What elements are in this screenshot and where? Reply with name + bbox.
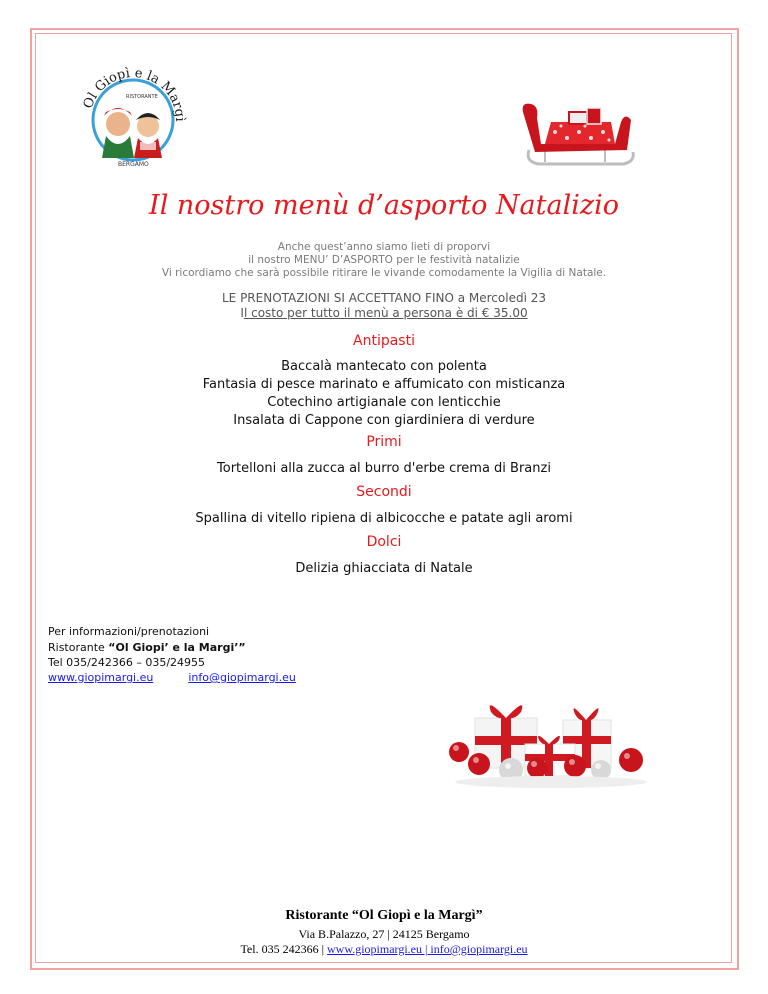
contact-phone: Tel 035/242366 – 035/24955 [48, 656, 206, 669]
contact-links [48, 671, 296, 684]
footer-tel: Tel. 035 242366 | [240, 942, 327, 956]
menu-price-text: l costo per tutto il menù a persona è di € 35.00 [243, 306, 528, 320]
footer-website-link[interactable]: www.giopimargi.eu [327, 942, 422, 956]
restaurant-logo [78, 62, 188, 172]
intro-line-2: il nostro MENU’ D’ASPORTO per le festività natalizie [248, 254, 520, 266]
contact-heading: Per informazioni/prenotazioni [48, 625, 210, 638]
footer-email-link[interactable]: info@giopimargi.eu [430, 942, 528, 956]
dish-item: Delizia ghiacciata di Natale [295, 561, 473, 576]
christmas-gifts-image [445, 690, 657, 790]
footer-restaurant-name: Ristorante “Ol Giopì e la Margì” [285, 908, 483, 923]
page-title: Il nostro menù d’asporto Natalizio [149, 190, 619, 221]
dish-item: Cotechino artigianale con lenticchie [267, 395, 501, 410]
footer-separator: | [422, 942, 431, 956]
dish-item: Tortelloni alla zucca al burro d'erbe crema di Branzi [217, 461, 551, 476]
intro-line-1: Anche quest’anno siamo lieti di proporvi [277, 241, 491, 253]
dish-item: Fantasia di pesce marinato e affumicato con misticanza [202, 377, 566, 392]
email-link[interactable]: info@giopimargi.eu [188, 671, 296, 684]
contact-restaurant [48, 641, 246, 654]
logo-arc-text: Ol Giopì e la Margì [80, 65, 188, 122]
booking-deadline: LE PRENOTAZIONI SI ACCETTANO FINO a Mercoledì 23 [221, 291, 547, 305]
section-title-antipasti: Antipasti [353, 333, 415, 349]
contact-restaurant-name: “Ol Giopi’ e la Margi’” [108, 641, 246, 654]
section-title-secondi: Secondi [356, 484, 412, 500]
section-title-primi: Primi [366, 434, 402, 450]
dish-item: Spallina di vitello ripiena di albicocche e patate agli aromi [195, 511, 573, 526]
logo-sub-text: RISTORANTE [126, 94, 158, 100]
footer-contact-line [0, 942, 768, 957]
logo-city-text: BERGAMO [118, 161, 149, 168]
section-title-dolci: Dolci [366, 534, 402, 550]
intro-line-3: Vi ricordiamo che sarà possibile ritirare le vivande comodamente la Vigilia di Natale. [161, 267, 607, 279]
website-link[interactable]: www.giopimargi.eu [48, 671, 154, 684]
menu-price-prefix: I [240, 306, 244, 320]
dish-item: Insalata di Cappone con giardiniera di verdure [233, 413, 535, 428]
menu-price [0, 306, 768, 320]
dish-item: Baccalà mantecato con polenta [281, 359, 487, 374]
contact-restaurant-prefix: Ristorante [48, 641, 109, 654]
sleigh-image [515, 92, 637, 170]
footer-address: Via B.Palazzo, 27 | 24125 Bergamo [298, 927, 470, 941]
